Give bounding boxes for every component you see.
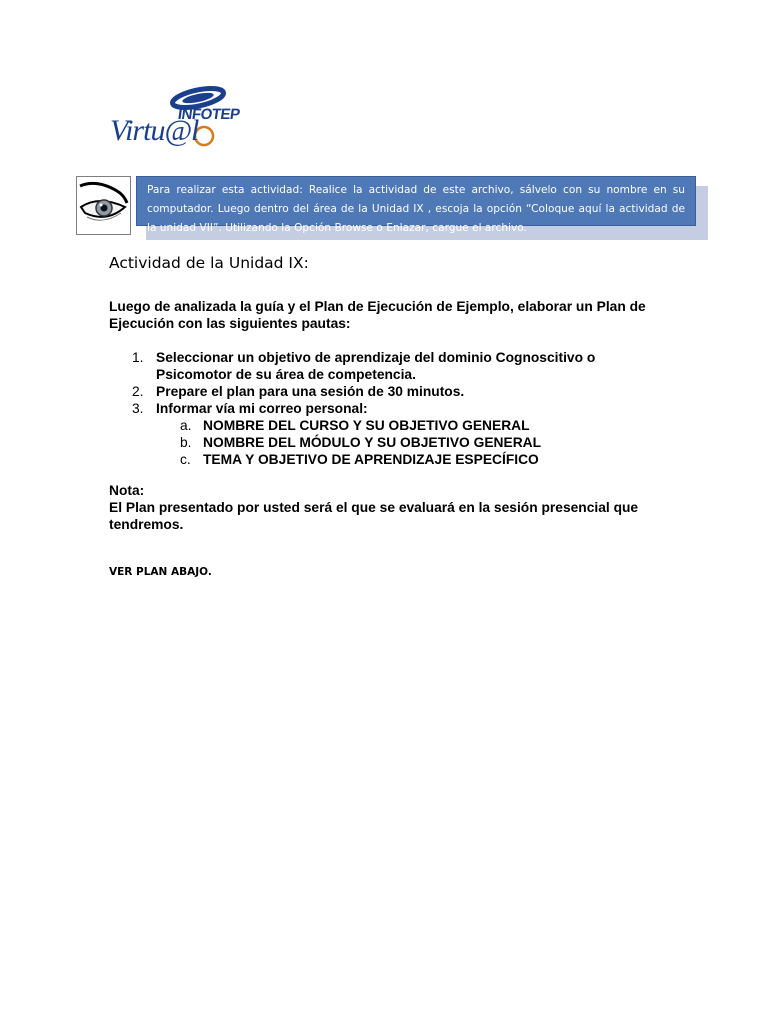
infotep-virtual-logo: [108, 84, 241, 150]
list-item-text: TEMA Y OBJETIVO DE APRENDIZAJE ESPECÍFICO: [203, 452, 539, 467]
steps-list: [109, 349, 669, 468]
list-marker: c.: [180, 452, 191, 467]
list-item-text: Prepare el plan para una sesión de 30 minutos.: [156, 384, 465, 399]
instruction-banner: [136, 176, 696, 234]
list-item-text: Seleccionar un objetivo de aprendizaje del dominio Cognoscitivo o Psicomotor de su área de competencia.: [156, 350, 596, 382]
footer-text: VER PLAN ABAJO.: [109, 566, 212, 578]
subitems-list: [156, 417, 669, 468]
intro-paragraph: Luego de analizada la guía y el Plan de Ejecución de Ejemplo, elaborar un Plan de Ejecución con las siguientes pautas:: [109, 299, 646, 331]
note-text: El Plan presentado por usted será el que se evaluará en la sesión presencial que tendremos.: [109, 500, 639, 532]
list-marker: 2.: [132, 384, 144, 399]
activity-heading: Actividad de la Unidad IX:: [109, 254, 309, 272]
list-item: [109, 383, 669, 400]
list-marker: 3.: [132, 401, 144, 416]
list-item-text: Informar vía mi correo personal:: [156, 401, 368, 416]
list-item: [156, 451, 669, 468]
list-marker: 1.: [132, 350, 144, 365]
list-item-text: NOMBRE DEL CURSO Y SU OBJETIVO GENERAL: [203, 418, 530, 433]
list-marker: b.: [180, 435, 192, 450]
list-marker: a.: [180, 418, 192, 433]
banner-text: Para realizar esta actividad: Realice la actividad de este archivo, sálvelo con su nombre en su computador. Luego dentro del área de la Unidad IX , escoja la opción “Coloque aquí la actividad de la unidad VII”. Utilizando la Opción Browse o Enlazar, cargue el archivo.: [147, 184, 685, 234]
logo-brand-text: INFOTEP: [176, 106, 241, 123]
note-section: [109, 482, 669, 533]
eye-icon: [77, 177, 130, 234]
note-label: Nota:: [109, 483, 145, 498]
list-item: [156, 434, 669, 451]
eye-illustration: [76, 176, 131, 235]
list-item: [109, 349, 669, 383]
logo-product-text: Virtu@l: [110, 114, 199, 147]
list-item: [109, 400, 669, 468]
list-item-text: NOMBRE DEL MÓDULO Y SU OBJETIVO GENERAL: [203, 435, 542, 450]
list-item: [156, 417, 669, 434]
